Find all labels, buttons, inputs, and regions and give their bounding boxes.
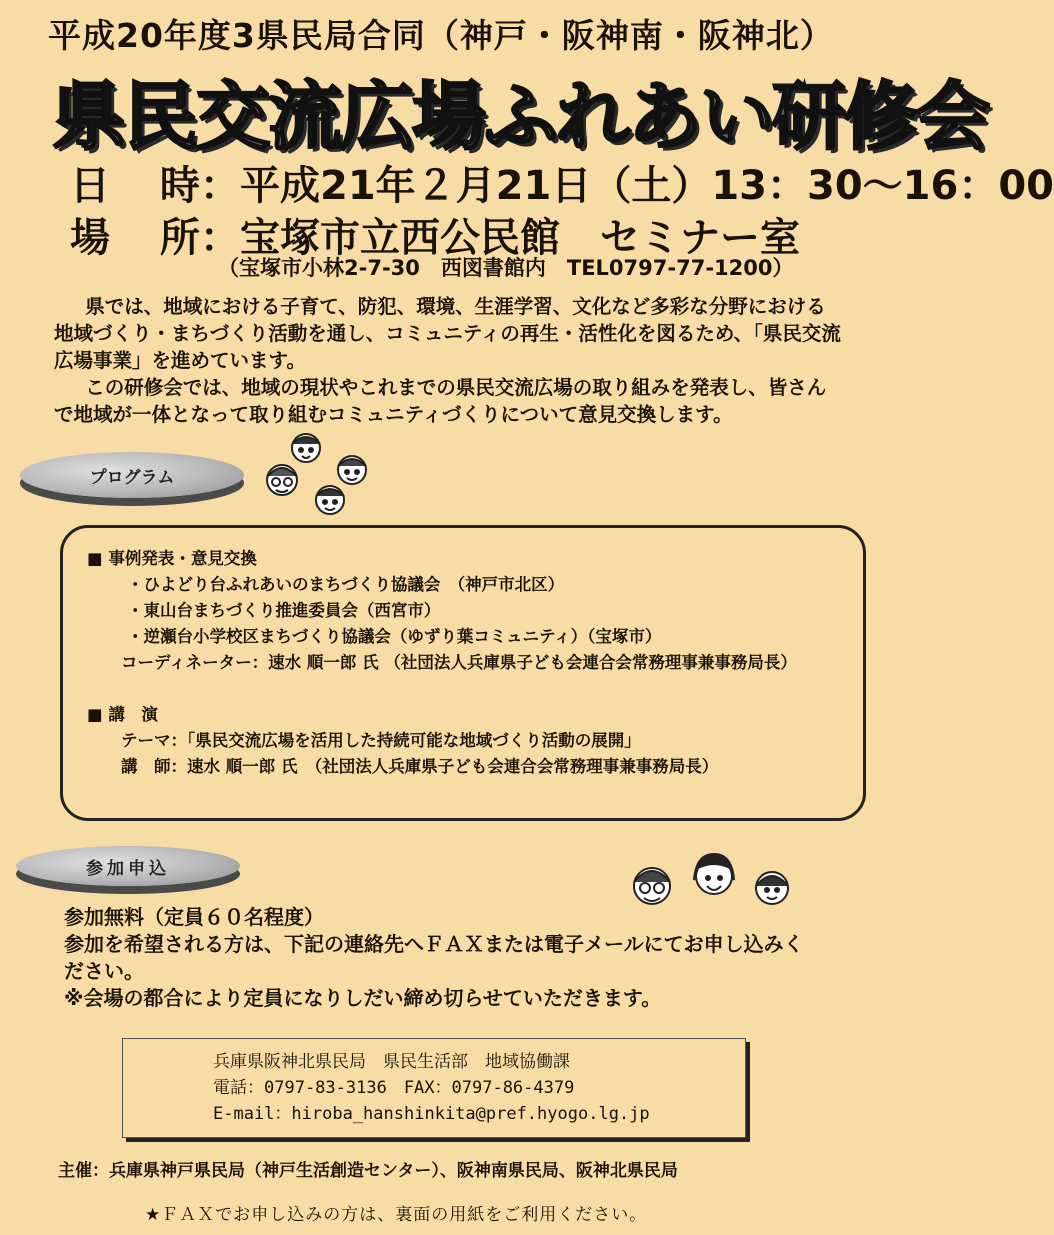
intro-text xyxy=(54,293,844,428)
event-title: 県民交流広場ふれあい研修会 xyxy=(52,74,988,160)
event-date xyxy=(70,154,1054,211)
capacity-note: ※会場の都合により定員になりしだい締め切らせていただきます。 xyxy=(64,986,662,1010)
program-heading: プログラム xyxy=(20,452,244,498)
date-label: 日 時 xyxy=(70,163,218,209)
intro-paragraph-1: 県では、地域における子育て、防犯、環境、生涯学習、文化など多彩な分野における地域づくり・まちづくり活動を通し、コミュニティの再生・活性化を図るため、「県民交流広場事業」を進めています。 xyxy=(54,295,841,372)
coordinator-line: コーディネーター：速水 順一郎 氏 （社団法人兵庫県子ども会連合会常務理事兼事務局長） xyxy=(121,653,797,672)
case-item-3: ・逆瀬台小学校区まちづくり協議会（ゆずり葉コミュニティ）（宝塚市） xyxy=(127,627,662,646)
instruction-line-2: ださい。 xyxy=(64,959,144,983)
instruction-line-1: 参加を希望される方は、下記の連絡先へＦＡＸまたは電子メールにてお申し込みく xyxy=(64,932,804,956)
lecture-speaker: 講 師：速水 順一郎 氏 （社団法人兵庫県子ども会連合会常務理事兼事務局長） xyxy=(121,757,719,776)
program-box xyxy=(60,525,866,821)
date-value: ：平成21年２月21日（土）13：30～16：00 xyxy=(200,163,1054,209)
contact-phone-fax: 電話：0797-83-3136 FAX：0797-86-4379 xyxy=(213,1078,575,1098)
fee-line: 参加無料（定員６０名程度） xyxy=(64,905,324,929)
contact-org: 兵庫県阪神北県民局 県民生活部 地域協働課 xyxy=(213,1052,570,1072)
case-study-section-title: ■ 事例発表・意見交換 xyxy=(87,549,257,568)
sponsor-line: 主催：兵庫県神戸県民局（神戸生活創造センター）、阪神南県民局、阪神北県民局 xyxy=(58,1161,678,1181)
event-subtitle: 平成20年度3県民局合同（神戸・阪神南・阪神北） xyxy=(48,16,834,55)
place-label: 場 所 xyxy=(70,215,218,261)
place-value: ：宝塚市立西公民館 セミナー室 xyxy=(200,215,800,261)
case-item-1: ・ひよどり台ふれあいのまちづくり協議会 （神戸市北区） xyxy=(127,575,565,594)
lecture-section-title: ■ 講 演 xyxy=(87,705,158,724)
fax-note: ★ＦＡＸでお申し込みの方は、裏面の用紙をご利用ください。 xyxy=(145,1205,648,1225)
venue-address: （宝塚市小林2-7-30 西図書館内 TEL0797-77-1200） xyxy=(218,256,794,280)
contact-box xyxy=(122,1038,746,1138)
case-item-2: ・東山台まちづくり推進委員会（西宮市） xyxy=(127,601,441,620)
apply-info xyxy=(64,904,854,1012)
people-illustration-icon xyxy=(262,430,382,520)
apply-heading: 参加申込 xyxy=(16,846,240,886)
contact-email: E-mail：hiroba_hanshinkita@pref.hyogo.lg.jp xyxy=(213,1104,650,1124)
lecture-theme: テーマ：「県民交流広場を活用した持続可能な地域づくり活動の展開」 xyxy=(121,731,641,750)
intro-paragraph-2: この研修会では、地域の現状やこれまでの県民交流広場の取り組みを発表し、皆さんで地域が一体となって取り組むコミュニティづくりについて意見交換します。 xyxy=(54,376,827,426)
